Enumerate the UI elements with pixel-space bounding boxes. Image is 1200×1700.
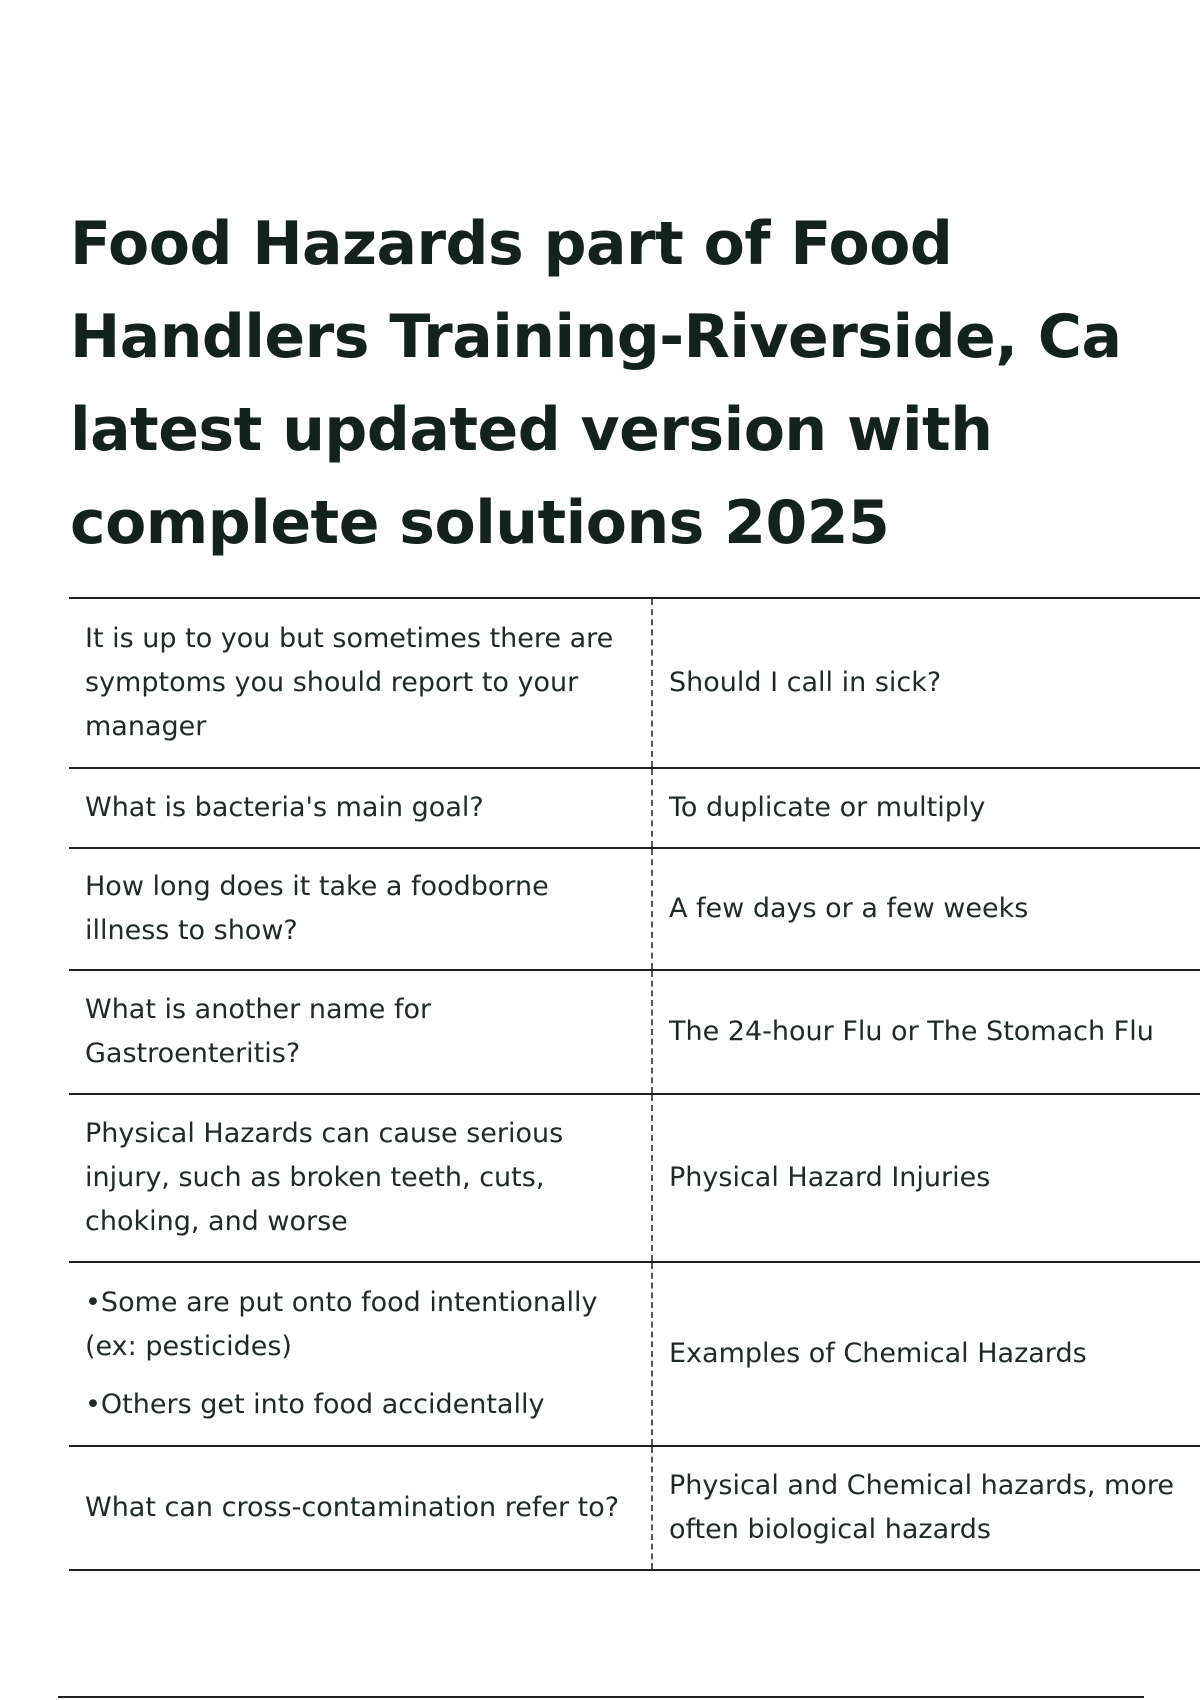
table-row xyxy=(69,1094,1200,1262)
definition-cell: Physical and Chemical hazards, more often biological hazards xyxy=(652,1446,1200,1570)
table-row xyxy=(69,970,1200,1094)
definition-cell: The 24-hour Flu or The Stomach Flu xyxy=(652,970,1200,1094)
table-row xyxy=(69,848,1200,970)
term-cell xyxy=(69,1262,652,1446)
bullet-item: •Others get into food accidentally xyxy=(85,1389,545,1420)
table-row xyxy=(69,1262,1200,1446)
definition-cell: A few days or a few weeks xyxy=(652,848,1200,970)
table-row xyxy=(69,768,1200,848)
definition-cell: Physical Hazard Injuries xyxy=(652,1094,1200,1262)
definition-cell: Should I call in sick? xyxy=(652,598,1200,768)
document-title: Food Hazards part of Food Handlers Training-Riverside, Ca latest updated version with complete solutions 2025 xyxy=(70,209,1122,558)
term-cell: What can cross-contamination refer to? xyxy=(69,1446,652,1570)
term-cell: What is another name for Gastroenteritis? xyxy=(69,970,652,1094)
footer-divider xyxy=(58,1696,1144,1698)
term-cell: It is up to you but sometimes there are symptoms you should report to your manager xyxy=(69,598,652,768)
table-row xyxy=(69,598,1200,768)
term-cell: Physical Hazards can cause serious injury, such as broken teeth, cuts, choking, and worse xyxy=(69,1094,652,1262)
definition-cell: To duplicate or multiply xyxy=(652,768,1200,848)
table-row xyxy=(69,1446,1200,1570)
term-cell: What is bacteria's main goal? xyxy=(69,768,652,848)
definition-cell: Examples of Chemical Hazards xyxy=(652,1262,1200,1446)
term-cell: How long does it take a foodborne illness to show? xyxy=(69,848,652,970)
flashcard-table xyxy=(69,597,1200,1571)
bullet-item: •Some are put onto food intentionally (ex: pesticides) xyxy=(85,1287,598,1362)
